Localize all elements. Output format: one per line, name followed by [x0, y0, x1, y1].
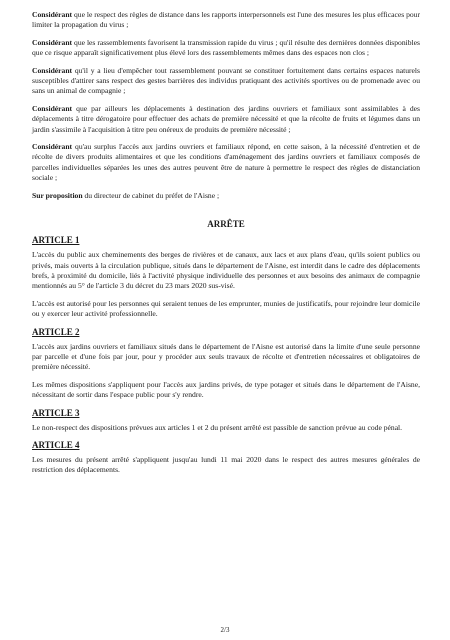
- article-2-paragraph: L'accès aux jardins ouvriers et familiaux situés dans le département de l'Aisne est autorisé dans la limite d'une seule personne par parcelle et d'une fois par jour, pour y procéder aux seuls travaux de récolte et d'entretien nécessaires et obligatoires de première nécessité.: [32, 341, 420, 372]
- page-number: 2/3: [220, 626, 230, 634]
- considerant-text: qu'il y a lieu d'empêcher tout rassemblement pouvant se constituer fortuitement dans certains espaces naturels susceptibles d'attirer sans respect des gestes barrières des individus pratiquant des activités sportives ou de promenade avec ou sans un animal de compagnie ;: [32, 65, 420, 96]
- article-3-paragraph: Le non-respect des dispositions prévues aux articles 1 et 2 du présent arrêté est passible de sanction prévue au code pénal.: [32, 422, 403, 432]
- considerant-keyword: Considérant: [32, 103, 73, 113]
- proposition-paragraph: [32, 191, 420, 201]
- arrete-title: ARRÊTE: [207, 219, 245, 230]
- proposition-text: du directeur de cabinet du préfet de l'Aisne ;: [82, 190, 220, 200]
- considerant-keyword: Considérant: [32, 142, 73, 152]
- considerant-text: que le respect des règles de distance dans les rapports interpersonnels est l'une des mesures les plus efficaces pour limiter la propagation du virus ;: [32, 10, 420, 30]
- proposition-keyword: Sur proposition: [32, 190, 83, 200]
- article-4-heading: ARTICLE 4: [32, 439, 80, 450]
- considerant-text: que par ailleurs les déplacements à destination des jardins ouvriers et familiaux sont assimilables à des déplacements à titre dérogatoire pour effectuer des achats de première nécessité et que la récolte de fruits et légumes dans un jardin s'assimile à l'acquisition à titre peu onéreux de produits de première nécessité ;: [32, 103, 420, 134]
- article-2-heading: ARTICLE 2: [32, 326, 80, 337]
- considerant-paragraph: [32, 38, 420, 59]
- considerant-keyword: Considérant: [32, 10, 73, 19]
- article-4-paragraph: Les mesures du présent arrêté s'appliquent jusqu'au lundi 11 mai 2020 dans le respect des autres mesures générales de restriction des déplacements.: [32, 454, 420, 475]
- considerant-text: qu'au surplus l'accès aux jardins ouvriers et familiaux répond, en cette saison, à la nécessité d'entretien et de récolte de divers produits alimentaires et que les conditions d'aménagement des jardins ouvriers et familiaux composés de parcelles individuelles séparées les unes des autres peuvent être de nature à permettre le respect des règles de distanciation sociale ;: [32, 142, 420, 183]
- article-3-heading: ARTICLE 3: [32, 407, 80, 418]
- considerant-keyword: Considérant: [32, 37, 73, 47]
- considerant-paragraph: [32, 142, 420, 184]
- considerant-text: que les rassemblements favorisent la transmission rapide du virus ; qu'il résulte des dernières données disponibles que ce risque apparaît significativement plus élevé lors des rassemblements mêmes dans des espaces non clos ;: [32, 37, 420, 58]
- article-1-paragraph: L'accès du public aux cheminements des berges de rivières et de canaux, aux lacs et aux plans d'eau, qu'ils soient publics ou privés, mais ouverts à la circulation publique, situés dans le département de l'Aisne, est interdit dans le cadre des déplacements brefs, à proximité du domicile, liés à l'activité physique individuelle des personnes et aux besoins des animaux de compagnie mentionnés au 5° de l'article 3 du décret du 23 mars 2020 sus-visé.: [32, 250, 420, 291]
- article-2-paragraph: Les mêmes dispositions s'appliquent pour l'accès aux jardins privés, de type potager et situés dans le département de l'Aisne, nécessitant de sortir dans l'espace public pour s'y rendre.: [32, 379, 420, 400]
- article-1-paragraph: L'accès est autorisé pour les personnes qui seraient tenues de les emprunter, munies de justificatifs, pour rejoindre leur domicile ou y exercer leur activité professionnelle.: [32, 298, 420, 319]
- article-1-heading: ARTICLE 1: [32, 235, 80, 246]
- considerant-keyword: Considérant: [32, 65, 73, 75]
- considerant-paragraph: [32, 10, 420, 31]
- considerant-paragraph: [32, 104, 420, 135]
- considerant-paragraph: [32, 66, 420, 97]
